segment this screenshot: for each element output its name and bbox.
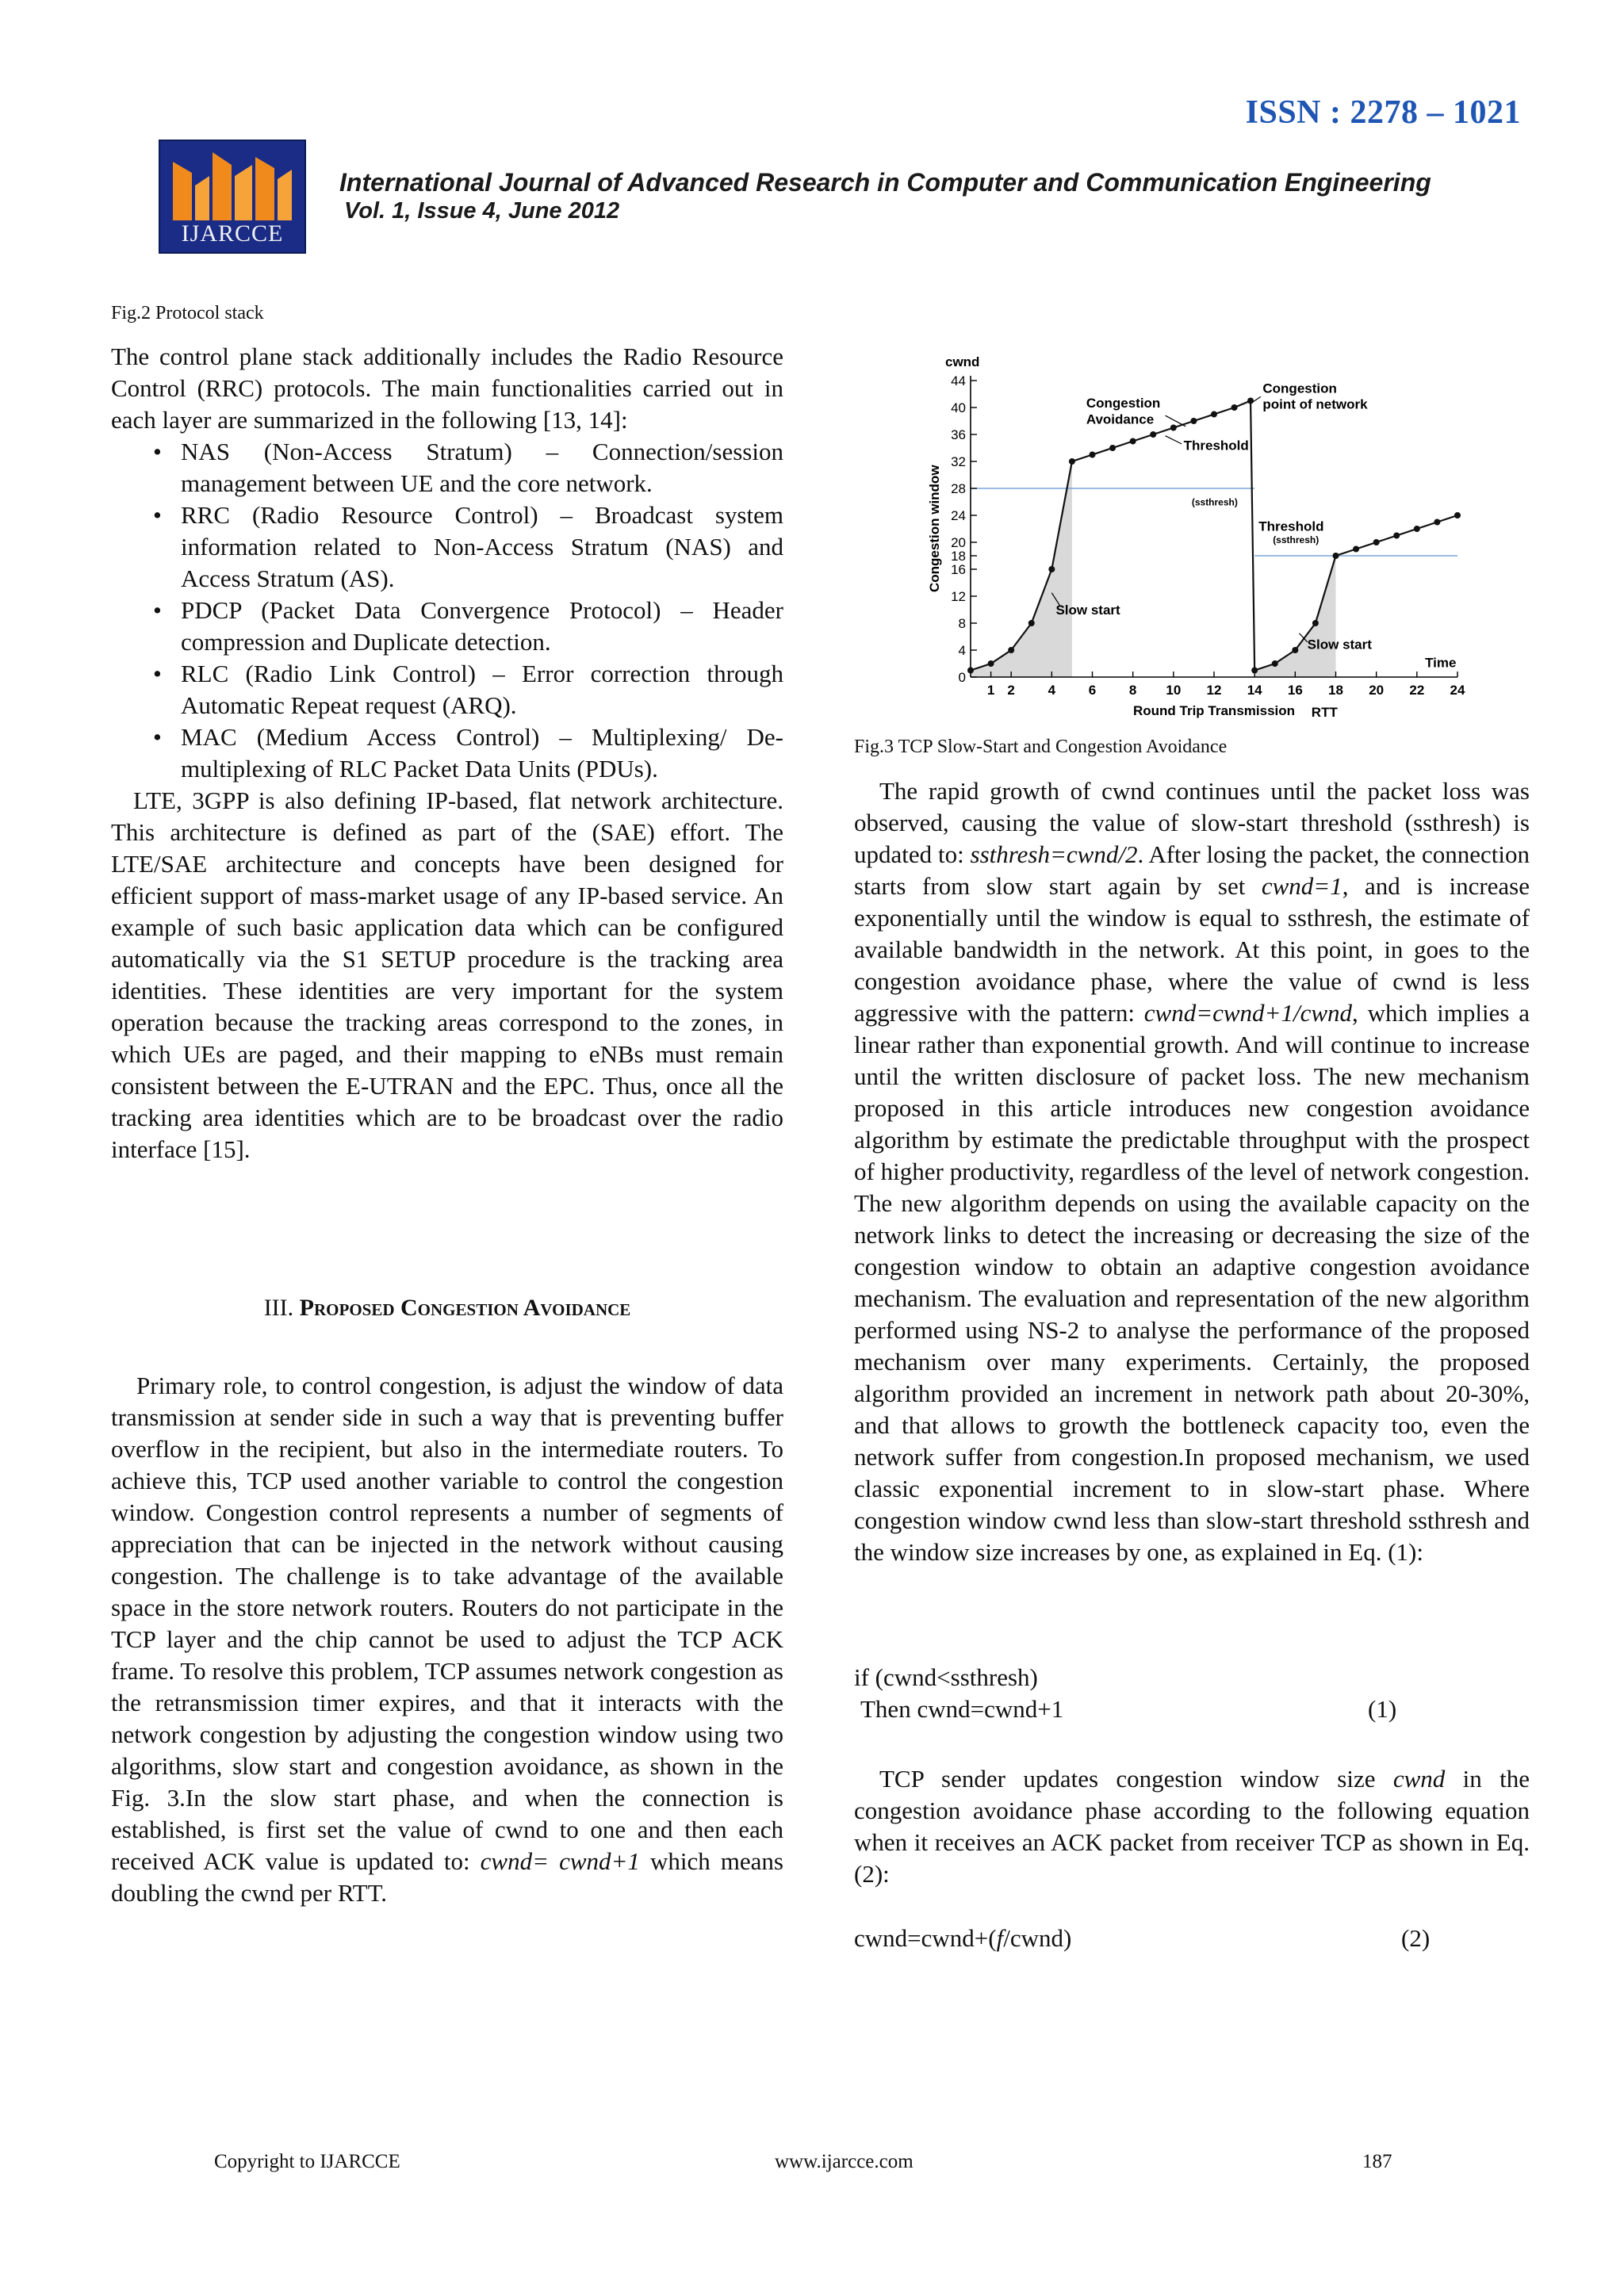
threshold-label-1: Threshold [1183,438,1249,453]
fig3-caption: Fig.3 TCP Slow-Start and Congestion Avoidance [854,737,1228,757]
p2-formula-1: cwnd [1392,1765,1446,1793]
layer-item-nas: • NAS (Non-Access Stratum) – Connection/session management between UE and the core network. [181,436,783,499]
p1-formula-2: cwnd=1 [1261,872,1342,900]
annotation-leader-1 [1166,415,1186,427]
x-tick-label: 6 [1088,683,1097,698]
section-number: III. [263,1295,294,1321]
cwnd-point [1251,668,1258,674]
sender-update-paragraph [854,1763,1530,1890]
primary-formula: cwnd= cwnd+1 [480,1847,640,1875]
eq1-number: (1) [1368,1695,1397,1723]
p1-formula-1: ssthresh=cwnd/2 [970,840,1138,868]
annotation-congestion-avoidance-2: Avoidance [1086,411,1155,427]
x-axis-unit-label: RTT [1311,705,1338,720]
annotation-congestion-point: Congestion [1262,381,1337,396]
x-tick-label: 1 [986,683,995,698]
threshold-sublabel-2: (ssthresh) [1273,534,1320,545]
journal-volume: Vol. 1, Issue 4, June 2012 [344,198,620,224]
primary-text-a: Primary role, to control congestion, is adjust the window of data transmission at sender side in such a way that is preventing buffer overflow in the recipient, but also in the intermediate routers. To achieve this, TCP used another variable to control the congestion window. Congestion control represents a number of segments of appreciation that can be injected in the network without causing congestion. The challenge is to take advantage of the available space in the store network routers. Routers do not participate in the TCP layer and the chip cannot be used to adjust the TCP ACK frame. To resolve this problem, TCP assumes network congestion as the retransmission timer expires, and that it interacts with the network congestion by adjusting the congestion window using two algorithms, slow start and congestion avoidance, as shown in the Fig. 3.In the slow start phase, and when the connection is established, is first set the value of cwnd to one and then each received ACK value is updated to: [111,1372,783,1875]
x-tick-label: 16 [1287,683,1303,698]
cwnd-point [967,668,974,674]
p2-text-2: in the congestion avoidance phase according to the following equation when it receives an ACK packet from receiver TCP as shown in Eq. (2): [854,1765,1530,1888]
cwnd-point [1130,438,1136,445]
layer-item-pdcp: • PDCP (Packet Data Convergence Protocol) – Header compression and Duplicate detection. [181,595,783,658]
x-tick-label: 2 [1007,683,1015,698]
journal-title: International Journal of Advanced Research in Computer and Communication Engineering [339,168,1431,197]
y-tick-label: 8 [958,616,966,631]
cwnd-point [1150,431,1156,438]
footer-copyright: Copyright to IJARCCE [214,2151,400,2172]
cwnd-point [1090,452,1096,458]
y-axis-top-label: cwnd [945,354,980,369]
annotation-slow-start-2: Slow start [1307,637,1372,652]
y-tick-label: 24 [951,508,966,523]
layer-item-mac: • MAC (Medium Access Control) – Multiplexing/ De-multiplexing of RLC Packet Data Units (PDUs). [181,721,783,785]
cwnd-point [1069,458,1075,465]
x-tick-label: 22 [1409,683,1425,698]
layer-list [111,436,783,785]
eq1-line-1: if (cwnd<ssthresh) [854,1663,1038,1691]
time-label: Time [1425,655,1457,671]
layer-item-rrc: • RRC (Radio Resource Control) – Broadcast system information related to Non-Access Stratum (NAS) and Access Stratum (AS). [181,499,783,595]
cwnd-point [1048,566,1055,572]
cwnd-point [1190,418,1197,424]
annotation-leader-3 [1166,436,1182,444]
primary-text-b: which means doubling the cwnd per RTT. [111,1847,783,1907]
slow-start-shade-1 [971,461,1072,677]
cwnd-point [988,660,994,667]
p1-formula-3: cwnd=cwnd+1/cwnd [1143,999,1353,1027]
x-tick-label: 18 [1328,683,1343,698]
annotation-congestion-avoidance: Congestion [1086,396,1161,411]
y-tick-label: 4 [958,643,966,658]
y-tick-label: 0 [958,670,966,685]
right-column [854,775,1530,1568]
eq1-line-2: Then cwnd=cwnd+1 [860,1695,1064,1723]
x-axis-label: Round Trip Transmission [1132,703,1296,718]
y-tick-label: 40 [951,400,966,415]
cwnd-point [1353,546,1359,553]
equation-2 [854,1923,1530,1954]
right-column-lower [854,1763,1530,1890]
cwnd-point [1008,647,1014,653]
cwnd-point [1272,660,1278,667]
x-tick-label: 10 [1166,683,1182,698]
eq2-variable: f [996,1924,1004,1952]
y-axis-label: Congestion window [927,465,942,592]
cwnd-point [1333,553,1339,559]
cwnd-point [1231,404,1238,411]
y-tick-label: 20 [951,535,966,550]
x-tick-label: 12 [1206,683,1222,698]
cwnd-point [1109,445,1116,451]
cwnd-point [1292,647,1298,653]
intro-paragraph: The control plane stack additionally includes the Radio Resource Control (RRC) protocols. The main functionalities carried out in each layer are summarized in the following [13, 14]: [111,342,783,434]
primary-role-paragraph [111,1370,783,1909]
eq2-number: (2) [1401,1924,1431,1952]
cwnd-point [1454,512,1461,519]
journal-logo [159,140,306,254]
y-tick-label: 32 [951,454,966,469]
eq2-text-a: cwnd=cwnd+( [854,1924,997,1952]
left-column [111,341,783,1165]
cwnd-point [1434,519,1440,526]
layer-item-rlc: • RLC (Radio Link Control) – Error correction through Automatic Repeat request (ARQ). [181,658,783,721]
annotation-slow-start-1: Slow start [1055,602,1120,618]
x-tick-label: 4 [1048,683,1056,698]
cwnd-point [1312,620,1319,626]
y-tick-label: 44 [951,373,966,388]
x-tick-label: 14 [1247,683,1262,698]
x-tick-label: 8 [1128,683,1137,698]
equation-1 [854,1662,1530,1725]
cwnd-point [1247,398,1254,404]
cwnd-point [1393,533,1400,539]
eq2-text-b: /cwnd) [1003,1924,1072,1952]
x-tick-label: 20 [1369,683,1385,698]
slow-start-shade-2 [1254,556,1335,677]
cwnd-point [1028,620,1035,626]
logo-text: IJARCCE [181,220,284,247]
fig3-chart [923,346,1494,726]
x-tick-label: 24 [1450,683,1465,698]
p2-text-1: TCP sender updates congestion window size [879,1765,1376,1793]
left-column-lower [111,1370,783,1909]
threshold-sublabel-1: (ssthresh) [1191,496,1238,508]
y-tick-label: 36 [951,427,966,442]
annotation-leader-2 [1253,396,1261,402]
threshold-label-2: Threshold [1258,519,1324,534]
rapid-growth-paragraph [854,775,1530,1568]
p1-text-2: . After losing the packet, the connection starts from slow start again by set [854,840,1530,900]
cwnd-point [1211,411,1217,418]
cwnd-point [1373,539,1380,545]
lte-paragraph: LTE, 3GPP is also defining IP-based, flat network architecture. This architecture is defined as part of the (SAE) effort. The LTE/SAE architecture and concepts have been designed for efficient support of mass-market usage of any IP-based service. An example of such basic application data which can be configured automatically via the S1 SETUP procedure is the tracking area identities. These identities are very important for the system operation because the tracking areas correspond to the zones, in which UEs are paged, and their mapping to eNBs must remain consistent between the E-UTRAN and the EPC. Thus, once all the tracking area identities which are to be broadcast over the radio interface [15]. [111,786,783,1163]
issn-label: ISSN : 2278 – 1021 [1245,94,1521,131]
annotation-congestion-point-2: point of network [1262,396,1368,412]
p1-text-4: , which implies a linear rather than exponential growth. And will continue to increase until the written disclosure of packet loss. The new mechanism proposed in this article introduces new congestion avoidance algorithm by estimate the predictable throughput with the prospect of higher productivity, regardless of the level of network congestion. The new algorithm depends on using the available capacity on the network links to detect the increasing or decreasing the size of the congestion window to obtain an adaptive congestion avoidance mechanism. The evaluation and representation of the new algorithm performed using NS-2 to analyse the performance of the proposed mechanism over many experiments. Certainly, the proposed algorithm provided an increment in network path about 20-30%, and that allows to growth the bottleneck capacity too, even the network suffer from congestion.In proposed mechanism, we used classic exponential increment to in slow-start phase. Where congestion window cwnd less than slow-start threshold ssthresh and the window size increases by one, as explained in Eq. (1): [854,999,1530,1566]
y-tick-label: 16 [951,562,966,577]
footer-page-number: 187 [1362,2151,1392,2172]
p1-text-3: , and is increase exponentially until the window is equal to ssthresh, the estimate of available bandwidth in the network. At this point, in goes to the congestion avoidance phase, where the value of cwnd is less aggressive with the pattern: [854,872,1530,1027]
footer-website[interactable]: www.ijarcce.com [775,2151,914,2172]
fig2-caption: Fig.2 Protocol stack [111,303,264,323]
y-tick-label: 18 [951,549,966,564]
section-heading [111,1295,783,1322]
p1-text-1: The rapid growth of cwnd continues until the packet loss was observed, causing the value of slow-start threshold (ssthresh) is updated to: [854,777,1530,868]
cwnd-point [1414,526,1420,532]
section-title-text: Proposed Congestion Avoidance [299,1295,631,1321]
cwnd-point [1170,425,1177,431]
y-tick-label: 28 [951,481,966,496]
y-tick-label: 12 [951,589,966,604]
